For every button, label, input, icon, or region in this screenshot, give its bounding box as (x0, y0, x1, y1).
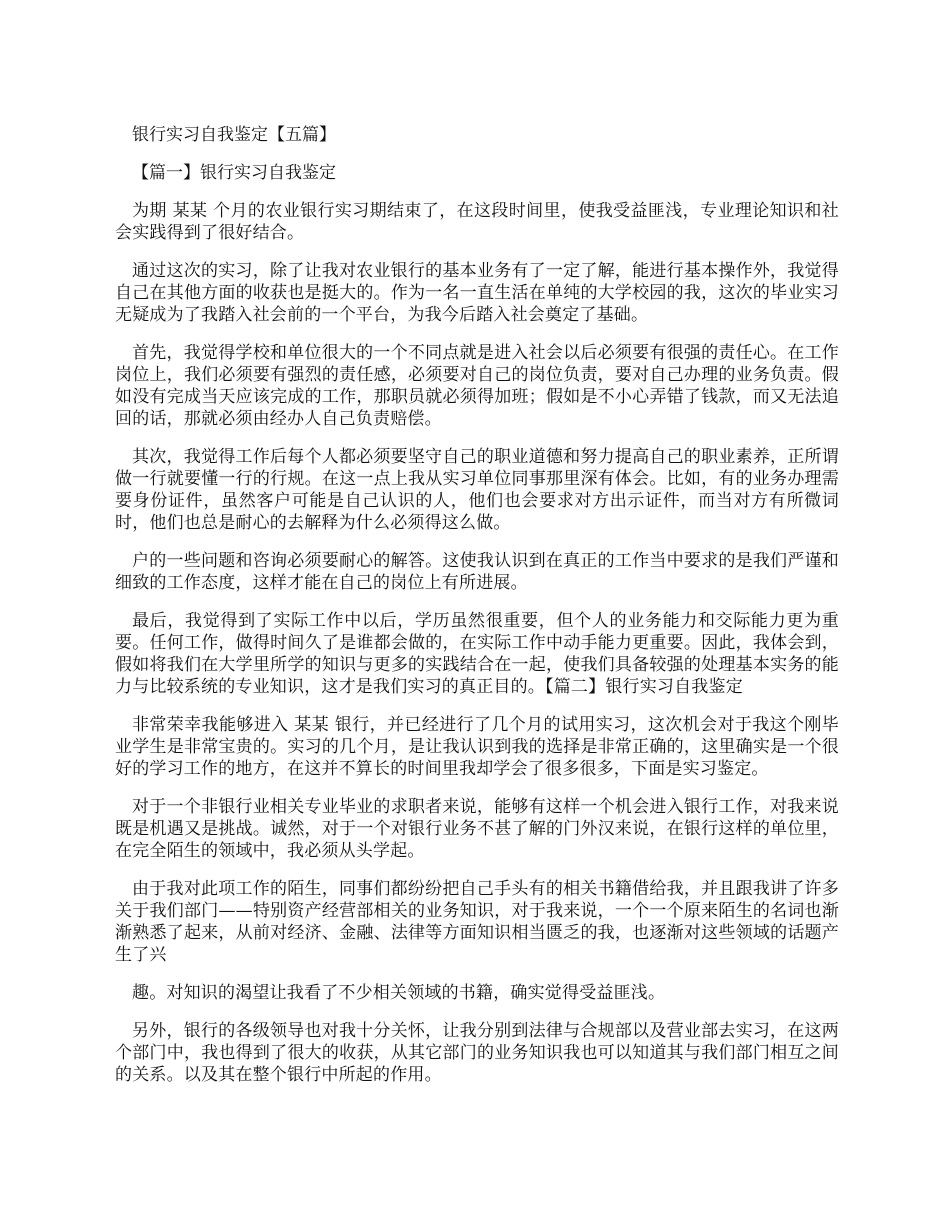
paragraph: 其次，我觉得工作后每个人都必须要坚守自己的职业道德和努力提高自己的职业素养，正所谓做一行就要懂一行的行规。在这一点上我从实习单位同事那里深有体会。比如，有的业务办理需要身份证件，虽然客户可能是自己认识的人，他们也会要求对方出示证件，而当对方有所微词时，他们也总是耐心的去解释为什么必须得这么做。 (115, 447, 839, 533)
paragraph: 通过这次的实习，除了让我对农业银行的基本业务有了一定了解，能进行基本操作外，我觉得自己在其他方面的收获也是挺大的。作为一名一直生活在单纯的大学校园的我，这次的毕业实习无疑成为了我踏入社会前的一个平台，为我今后踏入社会奠定了基础。 (115, 261, 839, 325)
paragraph: 另外，银行的各级领导也对我十分关怀，让我分别到法律与合规部以及营业部去实习，在这两个部门中，我也得到了很大的收获，从其它部门的业务知识我也可以知道其与我们部门相互之间的关系。以及其在整个银行中所起的作用。 (115, 1021, 839, 1085)
document-body (115, 124, 839, 1102)
section-heading-1: 【篇一】银行实习自我鉴定 (132, 163, 336, 183)
paragraph: 为期 某某 个月的农业银行实习期结束了，在这段时间里，使我受益匪浅，专业理论知识和社会实践得到了很好结合。 (115, 201, 839, 243)
paragraph: 最后，我觉得到了实际工作中以后，学历虽然很重要，但个人的业务能力和交际能力更为重要。任何工作，做得时间久了是谁都会做的，在实际工作中动手能力更重要。因此，我体会到，假如将我们在大学里所学的知识与更多的实践结合在一起，使我们具备较强的处理基本实务的能力与比较系统的专业知识，这才是我们实习的真正目的。【篇二】银行实习自我鉴定 (115, 611, 839, 697)
document-title: 银行实习自我鉴定【五篇】 (132, 125, 336, 145)
paragraph: 对于一个非银行业相关专业毕业的求职者来说，能够有这样一个机会进入银行工作，对我来说既是机遇又是挑战。诚然，对于一个对银行业务不甚了解的门外汉来说，在银行这样的单位里，在完全陌生的领域中，我必须从头学起。 (115, 797, 839, 861)
paragraph: 由于我对此项工作的陌生，同事们都纷纷把自己手头有的相关书籍借给我，并且跟我讲了许多关于我们部门——特别资产经营部相关的业务知识，对于我来说，一个一个原来陌生的名词也渐渐熟悉了起来，从前对经济、金融、法律等方面知识相当匮乏的我，也逐渐对这些领域的话题产生了兴 (115, 879, 839, 965)
paragraph: 户的一些问题和咨询必须要耐心的解答。这使我认识到在真正的工作当中要求的是我们严谨和细致的工作态度，这样才能在自己的岗位上有所进展。 (115, 551, 839, 593)
paragraph: 非常荣幸我能够进入 某某 银行，并已经进行了几个月的试用实习，这次机会对于我这个刚毕业学生是非常宝贵的。实习的几个月，是让我认识到我的选择是非常正确的，这里确实是一个很好的学习工作的地方，在这并不算长的时间里我却学会了很多很多，下面是实习鉴定。 (115, 715, 839, 779)
paragraph: 首先，我觉得学校和单位很大的一个不同点就是进入社会以后必须要有很强的责任心。在工作岗位上，我们必须要有强烈的责任感，必须要对自己的岗位负责，要对自己办理的业务负责。假如没有完成当天应该完成的工作，那职员就必须得加班；假如是不小心弄错了钱款，而又无法追回的话，那就必须由经办人自己负责赔偿。 (115, 343, 839, 429)
paragraph: 趣。对知识的渴望让我看了不少相关领域的书籍，确实觉得受益匪浅。 (132, 983, 666, 1003)
